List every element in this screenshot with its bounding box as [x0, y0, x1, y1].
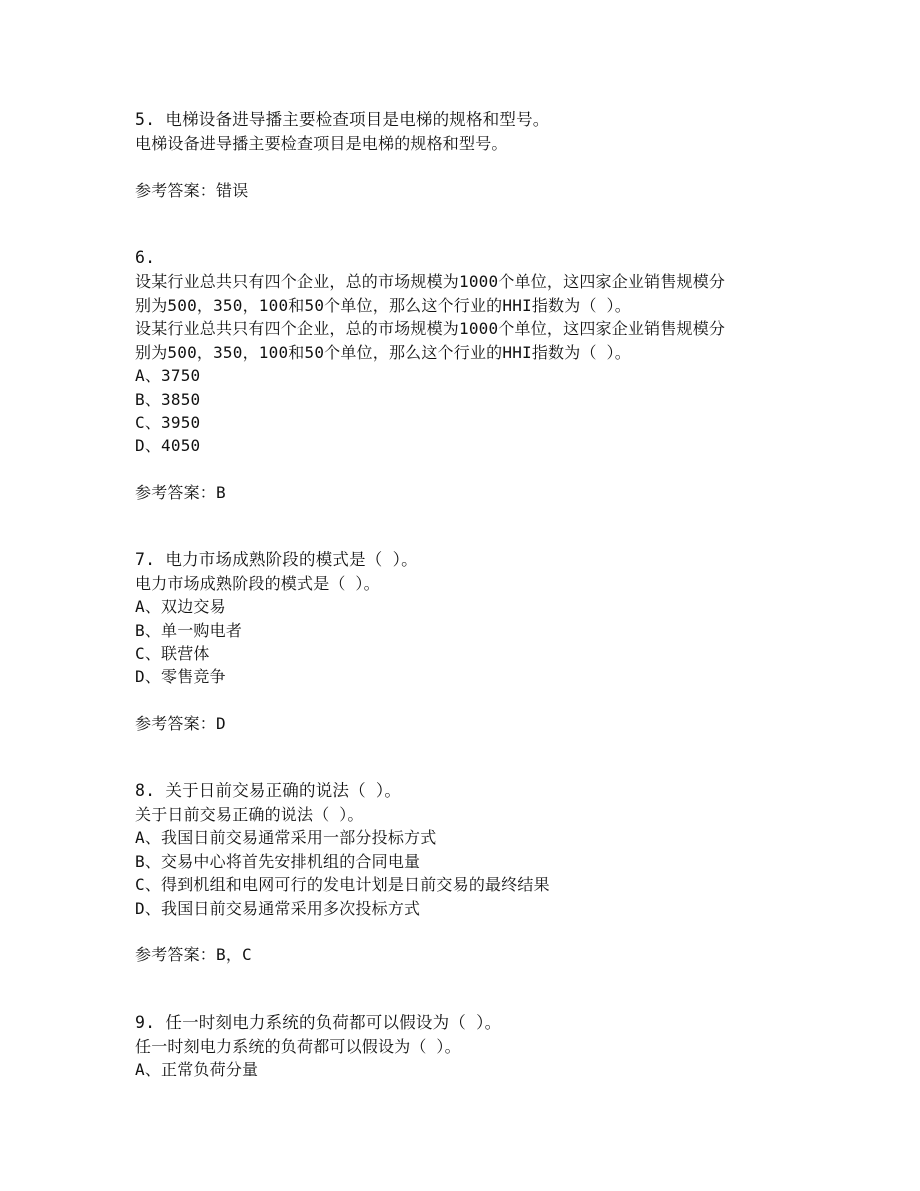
option-d: D、零售竞争 [135, 667, 226, 686]
option-b: B、3850 [135, 390, 201, 409]
question-stem-line: 设某行业总共只有四个企业，总的市场规模为1000个单位，这四家企业销售规模分 [135, 272, 726, 291]
question-stem-line: 电力市场成熟阶段的模式是（ ）。 [135, 574, 380, 593]
option-d: D、4050 [135, 436, 201, 455]
question-stem-line: 电梯设备进导播主要检查项目是电梯的规格和型号。 [135, 134, 508, 153]
answer-line: 参考答案：D [135, 714, 226, 733]
question-title: 5. 电梯设备进导播主要检查项目是电梯的规格和型号。 [135, 110, 550, 129]
option-c: C、3950 [135, 413, 201, 432]
option-d: D、我国日前交易通常采用多次投标方式 [135, 899, 421, 918]
question-title: 8. 关于日前交易正确的说法（ ）。 [135, 781, 402, 800]
option-b: B、单一购电者 [135, 621, 243, 640]
option-a: A、我国日前交易通常采用一部分投标方式 [135, 828, 437, 847]
option-a: A、正常负荷分量 [135, 1060, 259, 1079]
question-stem-line: 关于日前交易正确的说法（ ）。 [135, 805, 364, 824]
answer-line: 参考答案：错误 [135, 181, 249, 200]
question-stem-line: 任一时刻电力系统的负荷都可以假设为（ ）。 [135, 1037, 461, 1056]
option-c: C、联营体 [135, 644, 210, 663]
question-stem-line: 设某行业总共只有四个企业，总的市场规模为1000个单位，这四家企业销售规模分 [135, 319, 726, 338]
answer-line: 参考答案：B [135, 483, 226, 502]
question-title: 6. [135, 248, 156, 267]
question-title: 9. 任一时刻电力系统的负荷都可以假设为（ ）。 [135, 1013, 502, 1032]
option-b: B、交易中心将首先安排机组的合同电量 [135, 852, 421, 871]
question-title: 7. 电力市场成熟阶段的模式是（ ）。 [135, 550, 418, 569]
question-stem-line: 别为500，350，100和50个单位，那么这个行业的HHI指数为（ ）。 [135, 296, 631, 315]
option-a: A、双边交易 [135, 597, 226, 616]
answer-line: 参考答案：B，C [135, 945, 252, 964]
option-c: C、得到机组和电网可行的发电计划是日前交易的最终结果 [135, 875, 550, 894]
option-a: A、3750 [135, 366, 201, 385]
question-stem-line: 别为500，350，100和50个单位，那么这个行业的HHI指数为（ ）。 [135, 343, 631, 362]
